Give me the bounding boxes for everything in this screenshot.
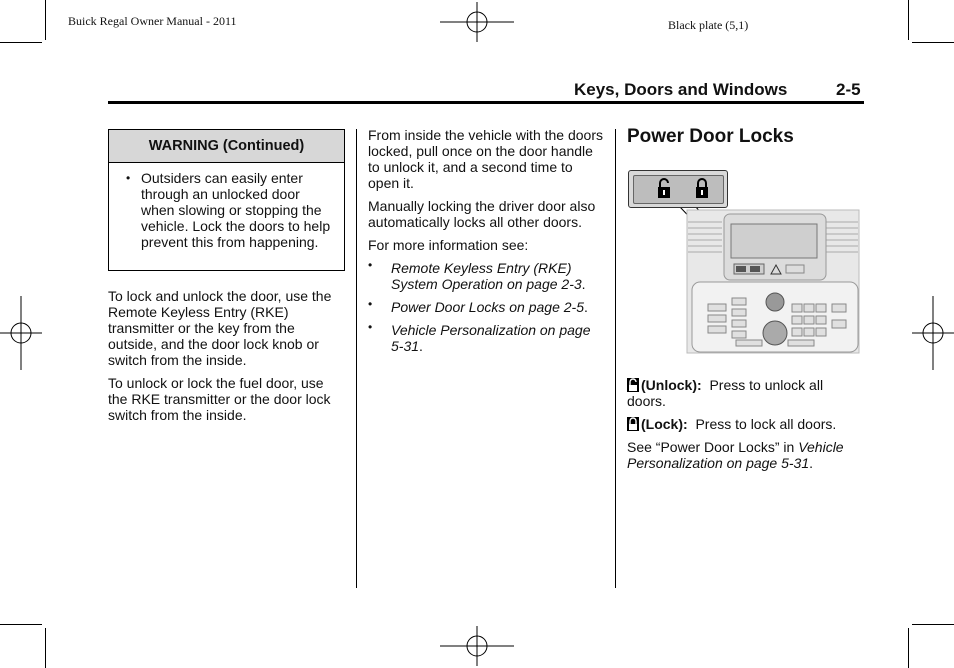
paragraph: To lock and unlock the door, use the Remote Keyless Entry (RKE) transmitter or the key from the outside, and the door lock knob or switch from the inside. bbox=[108, 288, 332, 368]
see-reference-link[interactable]: Vehicle Personalization on page 5-31 bbox=[627, 439, 844, 471]
header-rule bbox=[108, 101, 864, 104]
crop-mark bbox=[45, 628, 46, 668]
see-prefix: See “Power Door Locks” in bbox=[627, 439, 799, 455]
lock-text: Press to lock all doors. bbox=[695, 416, 837, 432]
crop-mark bbox=[0, 42, 42, 43]
warning-body bbox=[109, 163, 344, 250]
padlock-closed-icon bbox=[627, 417, 639, 431]
punctuation: . bbox=[809, 455, 814, 471]
reference-list bbox=[368, 260, 604, 354]
column-divider bbox=[356, 129, 357, 588]
column-1 bbox=[108, 288, 346, 430]
bullet-dot: • bbox=[368, 320, 373, 334]
see-also bbox=[627, 439, 863, 471]
paragraph: Manually locking the driver door also automatically locks all other doors. bbox=[368, 198, 596, 230]
unlock-text: Press to unlock all doors. bbox=[627, 377, 824, 409]
registration-mark-left bbox=[0, 296, 42, 370]
lock-description bbox=[627, 416, 863, 432]
page-number: 2-5 bbox=[836, 80, 861, 99]
reference-item bbox=[368, 260, 604, 292]
lock-switch-icons bbox=[634, 176, 723, 203]
punctuation: . bbox=[581, 276, 586, 292]
lock-switch-callout bbox=[628, 170, 728, 208]
paragraph: From inside the vehicle with the doors locked, pull once on the door handle to unlock it, and a second time to open it. bbox=[368, 127, 603, 191]
crop-mark bbox=[912, 42, 954, 43]
registration-mark-bottom bbox=[440, 626, 514, 666]
registration-mark-top bbox=[440, 2, 514, 42]
warning-bullet-text: Outsiders can easily enter through an unlocked door when slowing or stopping the vehicle. Lock the doors to help prevent this from happening. bbox=[141, 170, 331, 250]
reference-link[interactable]: Remote Keyless Entry (RKE) System Operation on page 2-3 bbox=[391, 260, 582, 292]
column-2 bbox=[368, 127, 604, 361]
manual-title: Buick Regal Owner Manual - 2011 bbox=[68, 14, 237, 28]
column-divider bbox=[615, 129, 616, 588]
padlock-open-icon bbox=[658, 179, 670, 198]
bullet-dot: • bbox=[368, 297, 373, 311]
reference-item bbox=[368, 322, 604, 354]
crop-mark bbox=[912, 624, 954, 625]
padlock-open-icon bbox=[627, 378, 639, 392]
registration-mark-right bbox=[912, 296, 954, 370]
padlock-closed-icon bbox=[696, 179, 708, 198]
paragraph: To unlock or lock the fuel door, use the RKE transmitter or the door lock switch from the inside. bbox=[108, 375, 331, 423]
column-3 bbox=[627, 377, 863, 478]
reference-link[interactable]: Vehicle Personalization on page 5-31 bbox=[391, 322, 591, 354]
punctuation: . bbox=[584, 299, 588, 315]
unlock-description bbox=[627, 377, 863, 409]
warning-title: WARNING (Continued) bbox=[109, 130, 344, 163]
punctuation: . bbox=[419, 338, 423, 354]
paragraph: For more information see: bbox=[368, 237, 529, 253]
door-lock-illustration bbox=[628, 170, 860, 354]
subsection-title: Power Door Locks bbox=[627, 126, 794, 147]
section-title: Keys, Doors and Windows bbox=[574, 80, 788, 99]
unlock-label: (Unlock): bbox=[641, 377, 702, 393]
plate-label: Black plate (5,1) bbox=[668, 18, 749, 32]
warning-box bbox=[108, 129, 345, 271]
bullet-dot: • bbox=[368, 258, 373, 272]
bullet-dot: • bbox=[126, 171, 131, 185]
crop-mark bbox=[908, 0, 909, 40]
crop-mark bbox=[45, 0, 46, 40]
lock-label: (Lock): bbox=[641, 416, 688, 432]
reference-item bbox=[368, 299, 604, 315]
lock-switch bbox=[633, 175, 724, 204]
reference-link[interactable]: Power Door Locks on page 2-5 bbox=[391, 299, 584, 315]
crop-mark bbox=[908, 628, 909, 668]
crop-mark bbox=[0, 624, 42, 625]
